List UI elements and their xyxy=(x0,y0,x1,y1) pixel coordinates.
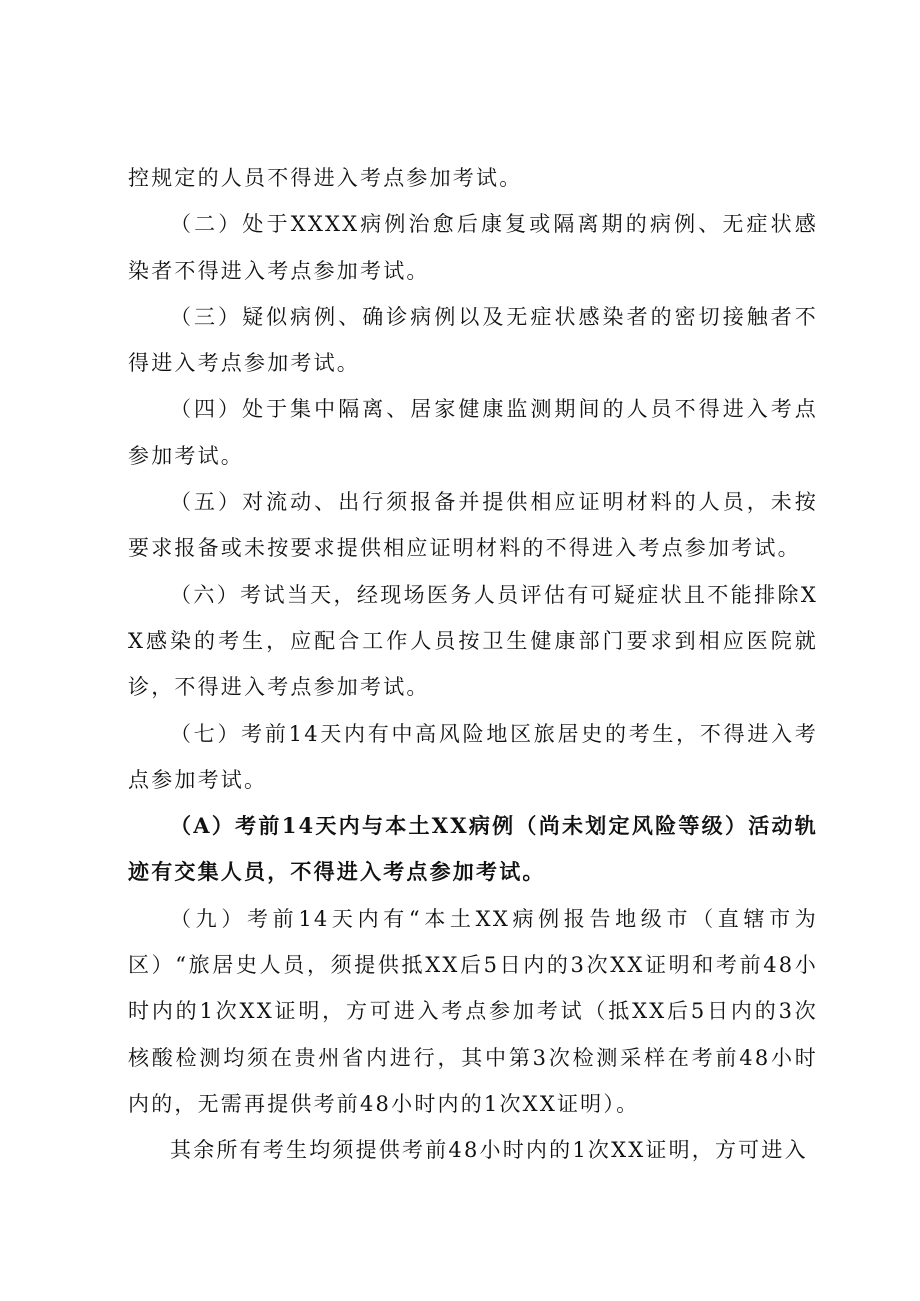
paragraph-item-9: （九）考前14天内有“本土XX病例报告地级市（直辖市为区）“旅居史人员，须提供抵XX后5日内的3次XX证明和考前48小时内的1次XX证明，方可进入考点参加考试（抵XX后5日内的3次核酸检测均须在贵州省内进行，其中第3次检测采样在考前48小时内的，无需再提供考前48小时内的1次XX证明）。 xyxy=(128,906,818,1116)
paragraph-item-5: （五）对流动、出行须报备并提供相应证明材料的人员，未按要求报备或未按要求提供相应证明材料的不得进入考点参加考试。 xyxy=(128,490,818,561)
paragraph-item-2: （二）处于XXXX病例治愈后康复或隔离期的病例、无症状感染者不得进入考点参加考试。 xyxy=(128,212,818,283)
paragraph-remaining-candidates: 其余所有考生均须提供考前48小时内的1次XX证明，方可进入 xyxy=(170,1138,808,1163)
paragraph-continuation: 控规定的人员不得进入考点参加考试。 xyxy=(128,166,523,190)
document-body xyxy=(128,155,818,1174)
paragraph-item-4: （四）处于集中隔离、居家健康监测期间的人员不得进入考点参加考试。 xyxy=(128,397,818,468)
paragraph-item-7: （七）考前14天内有中高风险地区旅居史的考生，不得进入考点参加考试。 xyxy=(128,721,818,792)
paragraph-item-3: （三）疑似病例、确诊病例以及无症状感染者的密切接触者不得进入考点参加考试。 xyxy=(128,304,818,376)
paragraph-item-8: （A）考前14天内与本土XX病例（尚未划定风险等级）活动轨迹有交集人员，不得进入考点参加考试。 xyxy=(128,813,818,885)
paragraph-item-6: （六）考试当天，经现场医务人员评估有可疑症状且不能排除XX感染的考生，应配合工作人员按卫生健康部门要求到相应医院就诊，不得进入考点参加考试。 xyxy=(128,582,818,700)
